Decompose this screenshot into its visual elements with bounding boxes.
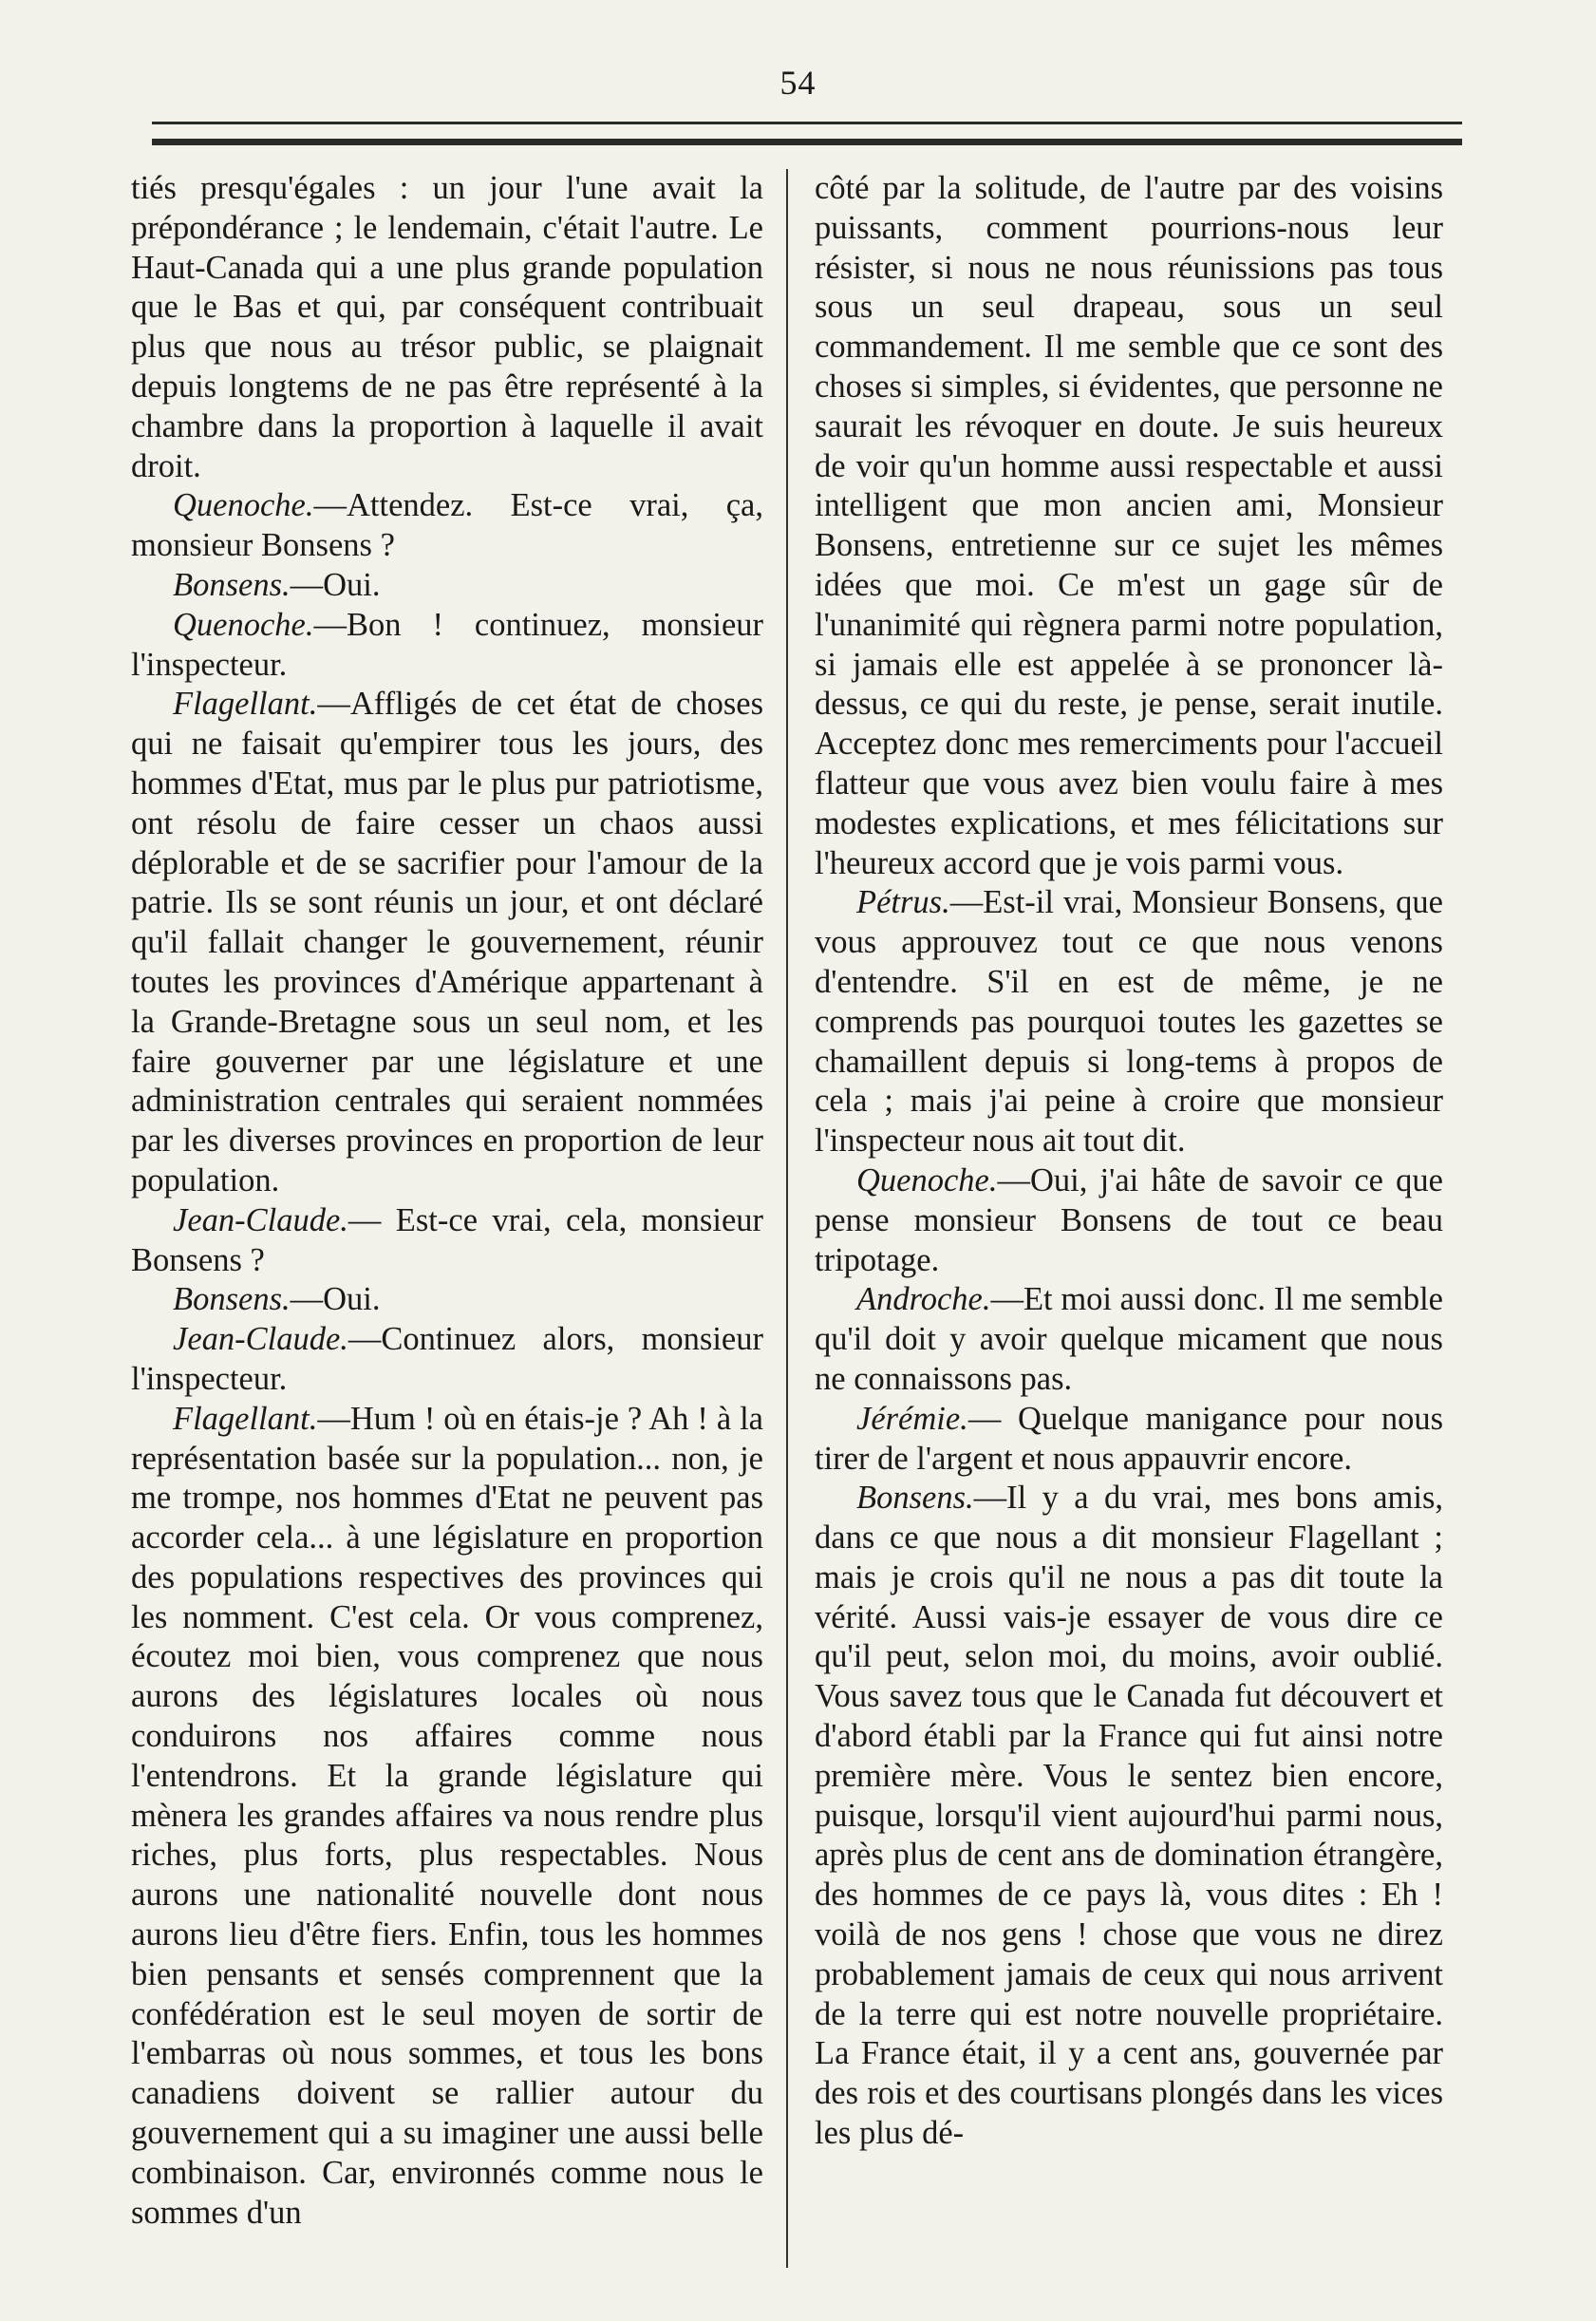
paragraph [815, 1479, 1443, 2154]
header-rule-thick [152, 139, 1462, 145]
paragraph-text: —Oui. [290, 566, 381, 603]
paragraph-text: —Hum ! où en étais-je ? Ah ! à la représentation basée sur la population... non, je me trompe, nos hommes d'Etat ne peuvent pas accorder cela... à une législature en proportion des populations respectives des provinces qui les nomment. C'est cela. Or vous comprenez, écoutez moi bien, vous comprenez que nous aurons des législatures locales où nous conduirons nos affaires comme nous l'entendrons. Et la grande législature qui mènera les grandes affaires va nous rendre plus riches, plus forts, plus respectables. Nous aurons une nationalité nouvelle dont nous aurons lieu d'être fiers. Enfin, tous les hommes bien pensants et sensés comprennent que la confédération est le seul moyen de sortir de l'embarras où nous sommes, et tous les bons canadiens doivent se rallier autour du gouvernement qui a su imaginer une aussi belle combinaison. Car, environnés comme nous le sommes d'un [131, 1400, 763, 2231]
speaker-name: Bonsens. [856, 1480, 974, 1517]
paragraph-text: —Bon ! continuez, monsieur l'inspecteur. [131, 606, 763, 683]
paragraph-text: — Est-ce vrai, cela, monsieur Bonsens ? [131, 1201, 763, 1278]
paragraph-text: —Et moi aussi donc. Il me semble qu'il doit y avoir quelque micament que nous ne connaissons pas. [815, 1281, 1443, 1397]
paragraph [815, 1400, 1443, 1480]
speaker-name: Bonsens. [173, 566, 291, 603]
header-rule-thin [152, 122, 1462, 124]
paragraph [815, 1280, 1443, 1399]
paragraph [131, 486, 763, 566]
paragraph [131, 1201, 763, 1281]
speaker-name: Quenoche. [173, 606, 314, 643]
speaker-name: Jean-Claude. [173, 1321, 348, 1358]
paragraph [131, 169, 763, 486]
paragraph [815, 1161, 1443, 1280]
paragraph-text: —Est-il vrai, Monsieur Bonsens, que vous approuvez tout ce que nous venons d'entendre. S'il en est de même, je ne comprends pas pourquoi toutes les gazettes se chamaillent depuis si long-tems à propos de cela ; mais j'ai peine à croire que monsieur l'inspecteur nous ait tout dit. [815, 884, 1443, 1160]
paragraph-text: côté par la solitude, de l'autre par des voisins puissants, comment pourrions-nous leur résister, si nous ne nous réunissions pas tous sous un seul drapeau, sous un seul commandement. Il me semble que ce sont des choses si simples, si évidentes, que personne ne saurait les révoquer en doute. Je suis heureux de voir qu'un homme aussi respectable et aussi intelligent que mon ancien ami, Monsieur Bonsens, entretienne sur ce sujet les mêmes idées que moi. Ce m'est un gage sûr de l'unanimité qui règnera parmi notre population, si jamais elle est appelée à se prononcer là-dessus, ce qui du reste, je pense, serait inutile. Acceptez donc mes remerciments pour l'accueil flatteur que vous avez bien voulu faire à mes modestes explications, et mes félicitations sur l'heureux accord que je vois parmi vous. [815, 170, 1443, 881]
speaker-name: Quenoche. [856, 1161, 998, 1198]
paragraph-text: —Affligés de cet état de choses qui ne faisait qu'empirer tous les jours, des hommes d'Etat, mus par le plus pur patriotisme, ont résolu de faire cesser un chaos aussi déplorable et de se sacrifier pour l'amour de la patrie. Ils se sont réunis un jour, et ont déclaré qu'il fallait changer le gouvernement, réunir toutes les provinces d'Amérique appartenant à la Grande-Bretagne sous un seul nom, et les faire gouverner par une législature et une administration centrales qui seraient nommées par les diverses provinces en proportion de leur population. [131, 686, 763, 1198]
paragraph-text: — Quelque manigance pour nous tirer de l'argent et nous appauvrir encore. [815, 1400, 1443, 1477]
paragraph [131, 1280, 763, 1320]
speaker-name: Flagellant. [173, 686, 318, 723]
speaker-name: Flagellant. [173, 1400, 318, 1437]
paragraph-text: tiés presqu'égales : un jour l'une avait la prépondérance ; le lendemain, c'était l'autre. Le Haut-Canada qui a une plus grande population que le Bas et qui, par conséquent contribuait plus que nous au trésor public, se plaignait depuis longtems de ne pas être représenté à la chambre dans la proportion à laquelle il avait droit. [131, 170, 763, 484]
paragraph [131, 685, 763, 1200]
page-number: 54 [779, 64, 817, 102]
speaker-name: Bonsens. [173, 1281, 291, 1318]
text-columns [131, 169, 1460, 2268]
right-column [798, 169, 1443, 2268]
speaker-name: Androche. [856, 1281, 991, 1318]
paragraph [815, 169, 1443, 883]
speaker-name: Pétrus. [856, 884, 950, 921]
paragraph-text: —Il y a du vrai, mes bons amis, dans ce que nous a dit monsieur Flagellant ; mais je crois qu'il ne nous a pas dit toute la vérité. Aussi vais-je essayer de vous dire ce qu'il peut, selon moi, du moins, avoir oublié. Vous savez tous que le Canada fut découvert et d'abord établi par la France qui fut ainsi notre première mère. Vous le sentez bien encore, puisque, lorsqu'il vient aujourd'hui parmi nous, après plus de cent ans de domination étrangère, des hommes de ce pays là, vous dites : Eh ! voilà de nos gens ! chose que vous ne direz probablement jamais de ceux qui nous arrivent de la terre qui est notre nouvelle propriétaire. La France était, il y a cent ans, gouvernée par des rois et des courtisans plongés dans les vices les plus dé- [815, 1480, 1443, 2152]
speaker-name: Quenoche. [173, 487, 314, 524]
paragraph-text: —Oui. [290, 1281, 381, 1318]
paragraph-text: —Attendez. Est-ce vrai, ça, monsieur Bonsens ? [131, 487, 763, 564]
paragraph [131, 566, 763, 606]
left-column [131, 169, 777, 2268]
speaker-name: Jean-Claude. [173, 1201, 348, 1238]
paragraph [131, 1400, 763, 2234]
paragraph [131, 1320, 763, 1400]
paragraph-text: —Oui, j'ai hâte de savoir ce que pense monsieur Bonsens de tout ce beau tripotage. [815, 1161, 1443, 1278]
paragraph-text: —Continuez alors, monsieur l'inspecteur. [131, 1321, 763, 1397]
speaker-name: Jérémie. [856, 1400, 968, 1437]
column-divider [786, 169, 788, 2268]
paragraph [815, 883, 1443, 1161]
paragraph [131, 606, 763, 686]
